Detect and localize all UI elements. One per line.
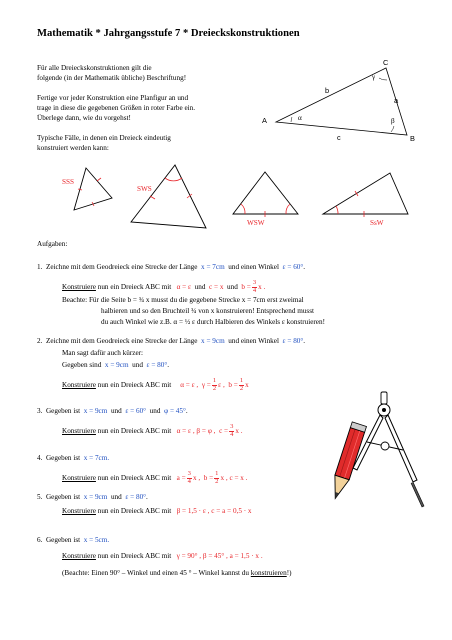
intro-line: trage in diese die gegebenen Größen in roter Farbe ein. bbox=[37, 104, 196, 112]
compass-pencil-illustration bbox=[325, 390, 440, 515]
task-4-line1: 4. Gegeben ist x = 7cm. bbox=[37, 454, 110, 462]
page-title: Mathematik * Jahrgangsstufe 7 * Dreieckskonstruktionen bbox=[37, 28, 300, 39]
task-6-line2: Konstruiere nun ein Dreieck ABC mit γ = 90° , β = 45° , a = 1,5 · x . bbox=[62, 552, 263, 560]
task-2-line1: 2. Zeichne mit dem Geodreieck eine Strecke der Länge x = 9cm und einen Winkel ε = 80°. bbox=[37, 337, 306, 345]
task-5-line1: 5. Gegeben ist x = 9cm und ε = 80°. bbox=[37, 493, 148, 501]
aufgaben-heading: Aufgaben: bbox=[37, 240, 68, 248]
intro-line: Für alle Dreieckskonstruktionen gilt die bbox=[37, 64, 152, 72]
task-6-line1: 6. Gegeben ist x = 5cm. bbox=[37, 536, 110, 544]
side-b-label: b bbox=[325, 86, 330, 95]
task-2-line3: Gegeben sind x = 9cm und ε = 80°. bbox=[62, 361, 170, 369]
beta-label: β bbox=[391, 117, 395, 125]
intro-line: Überlege dann, wie du vorgehst! bbox=[37, 114, 131, 122]
task-1-note: Beachte: Für die Seite b = ¾ x musst du die gegebene Strecke x = 7cm erst zweimal bbox=[62, 296, 304, 304]
vertex-a-label: A bbox=[262, 116, 267, 125]
side-a-label: a bbox=[394, 96, 399, 105]
case-wsw-label: WSW bbox=[247, 219, 265, 227]
vertex-b-label: B bbox=[410, 134, 415, 143]
intro-line: Fertige vor jeder Konstruktion eine Planfigur an und bbox=[37, 94, 189, 102]
task-2-line4: Konstruiere nun ein Dreieck ABC mit α = ε , γ = $\frac{1}{2}$ ε , b = $\frac{1}{2}$ x bbox=[62, 377, 249, 392]
task-3-line2: Konstruiere nun ein Dreieck ABC mit α = ε , β = φ , c = $\frac{3}{4}$ x . bbox=[62, 423, 243, 438]
gamma-label: γ bbox=[372, 73, 376, 81]
compass-icon bbox=[353, 392, 424, 507]
task-5-line2: Konstruiere nun ein Dreieck ABC mit β = 1,5 · ε , c = a = 0,5 · x bbox=[62, 507, 252, 515]
side-c-label: c bbox=[337, 133, 341, 142]
task-1-line1: 1. Zeichne mit dem Geodreieck eine Strecke der Länge x = 7cm und einen Winkel ε = 60°. bbox=[37, 263, 306, 271]
vertex-c-label: C bbox=[383, 58, 389, 67]
task-3-line1: 3. Gegeben ist x = 9cm und ε = 60° und φ = 45°. bbox=[37, 407, 188, 415]
task-6-note: (Beachte: Einen 90° – Winkel und einen 45 ° – Winkel kannst du konstruieren!) bbox=[62, 569, 292, 577]
case-sws-label: SWS bbox=[137, 185, 152, 193]
case-sss-label: SSS bbox=[62, 178, 74, 186]
task-1-note: du auch Winkel wie z.B. α = ½ ε durch Halbieren des Winkels ε konstruieren! bbox=[101, 318, 325, 326]
task-1-note: halbieren und so den Bruchteil ¾ von x konstruieren! Entsprechend musst bbox=[101, 307, 314, 315]
intro-line: konstruiert werden kann: bbox=[37, 144, 109, 152]
task-2-line2: Man sagt dafür auch kürzer: bbox=[62, 349, 144, 357]
task-1-line2: Konstruiere nun ein Dreieck ABC mit α = ε und c = x und b = $\frac{3}{4}$ x . bbox=[62, 279, 266, 294]
alpha-label: α bbox=[298, 114, 302, 122]
intro-line: Typische Fälle, in denen ein Dreieck eindeutig bbox=[37, 134, 171, 142]
task-4-line2: Konstruiere nun ein Dreieck ABC mit a = $\frac{3}{4}$ x , b = $\frac{1}{2}$ x , c = x . bbox=[62, 470, 248, 485]
case-ssw-label: SsW bbox=[370, 219, 384, 227]
intro-line: folgende (in der Mathematik übliche) Beschriftung! bbox=[37, 74, 187, 82]
